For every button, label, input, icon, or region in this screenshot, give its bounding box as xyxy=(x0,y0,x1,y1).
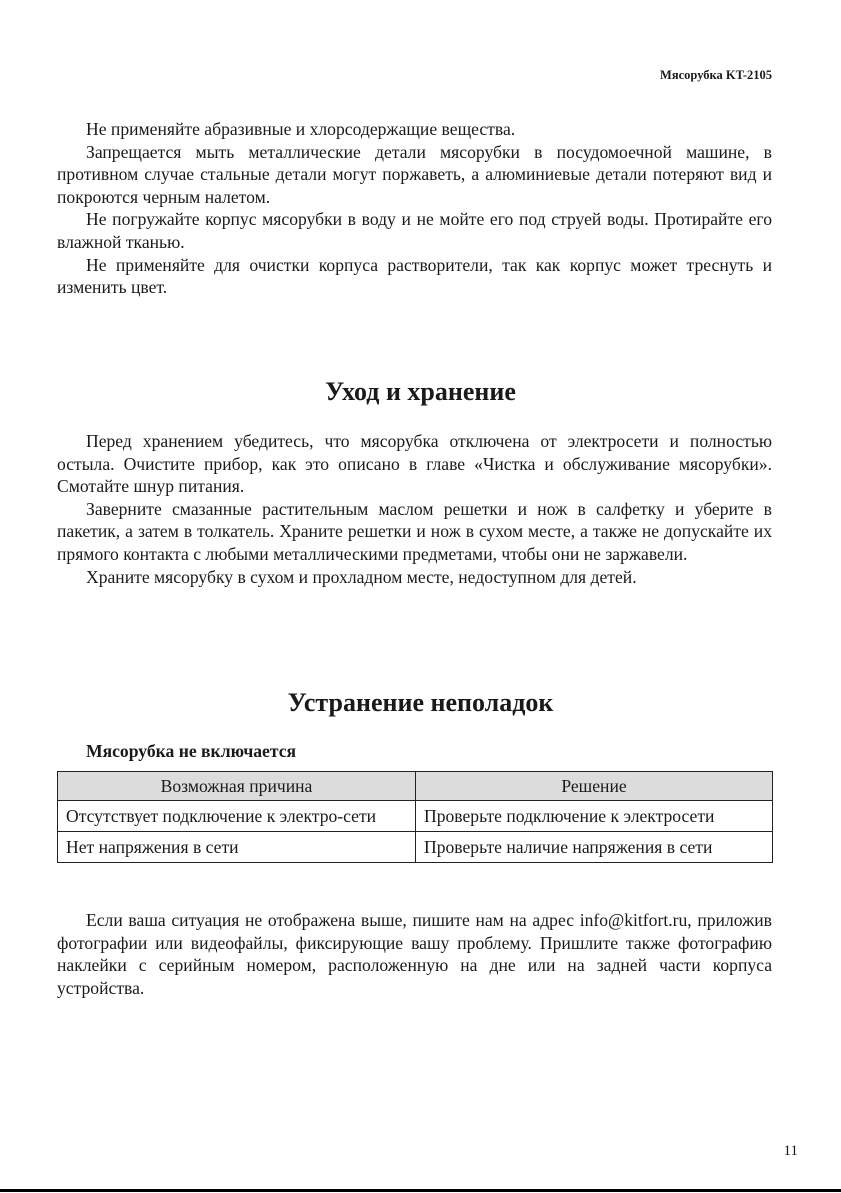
table-header-row xyxy=(58,772,773,801)
subheading: Мясорубка не включается xyxy=(86,741,297,761)
troubleshooting-table xyxy=(57,771,773,863)
table-cell: Отсутствует подключение к электро-сети xyxy=(58,801,416,832)
table-cell: Проверьте подключение к электросети xyxy=(416,801,773,832)
paragraph: Заверните смазанные растительным маслом решетки и нож в салфетку и уберите в пакетик, а затем в толкатель. Храните решетки и нож в сухом месте, а также не допускайте их прямого контакта с любыми металлическими предметами, чтобы они не заржавели. xyxy=(57,498,772,564)
column-header: Возможная причина xyxy=(58,772,416,801)
paragraph: Если ваша ситуация не отображена выше, пишите нам на адрес info@kitfort.ru, приложив фотографии или видеофайлы, фиксирующие вашу проблему. Пришлите также фотографию наклейки с серийным номером, расположенную на дне или на задней части корпуса устройства. xyxy=(57,910,772,998)
cleaning-section xyxy=(57,118,772,299)
column-header: Решение xyxy=(416,772,773,801)
table-row xyxy=(58,801,773,832)
paragraph: Не погружайте корпус мясорубки в воду и не мойте его под струей воды. Протирайте его влажной тканью. xyxy=(57,209,772,252)
table-row xyxy=(58,832,773,863)
paragraph: Не применяйте абразивные и хлорсодержащие вещества. xyxy=(86,119,516,139)
section-heading-storage: Уход и хранение xyxy=(325,377,516,406)
closing-section xyxy=(57,909,772,999)
running-header: Мясорубка KT-2105 xyxy=(660,68,772,82)
table-cell: Проверьте наличие напряжения в сети xyxy=(416,832,773,863)
page-number: 11 xyxy=(783,1143,798,1159)
table-cell: Нет напряжения в сети xyxy=(58,832,416,863)
bottom-rule xyxy=(0,1189,841,1192)
paragraph: Запрещается мыть металлические детали мясорубки в посудомоечной машине, в противном случае стальные детали могут поржаветь, а алюминиевые детали потеряют вид и покроются черным налетом. xyxy=(57,141,772,207)
paragraph: Перед хранением убедитесь, что мясорубка отключена от электросети и полностью остыла. Очистите прибор, как это описано в главе «Чистка и обслуживание мясорубки». Смотайте шнур питания. xyxy=(57,431,772,497)
paragraph: Не применяйте для очистки корпуса растворители, так как корпус может треснуть и изменить цвет. xyxy=(57,254,772,298)
storage-section xyxy=(57,430,772,588)
paragraph: Храните мясорубку в сухом и прохладном месте, недоступном для детей. xyxy=(86,566,637,587)
section-heading-troubleshooting: Устранение неполадок xyxy=(287,688,554,717)
